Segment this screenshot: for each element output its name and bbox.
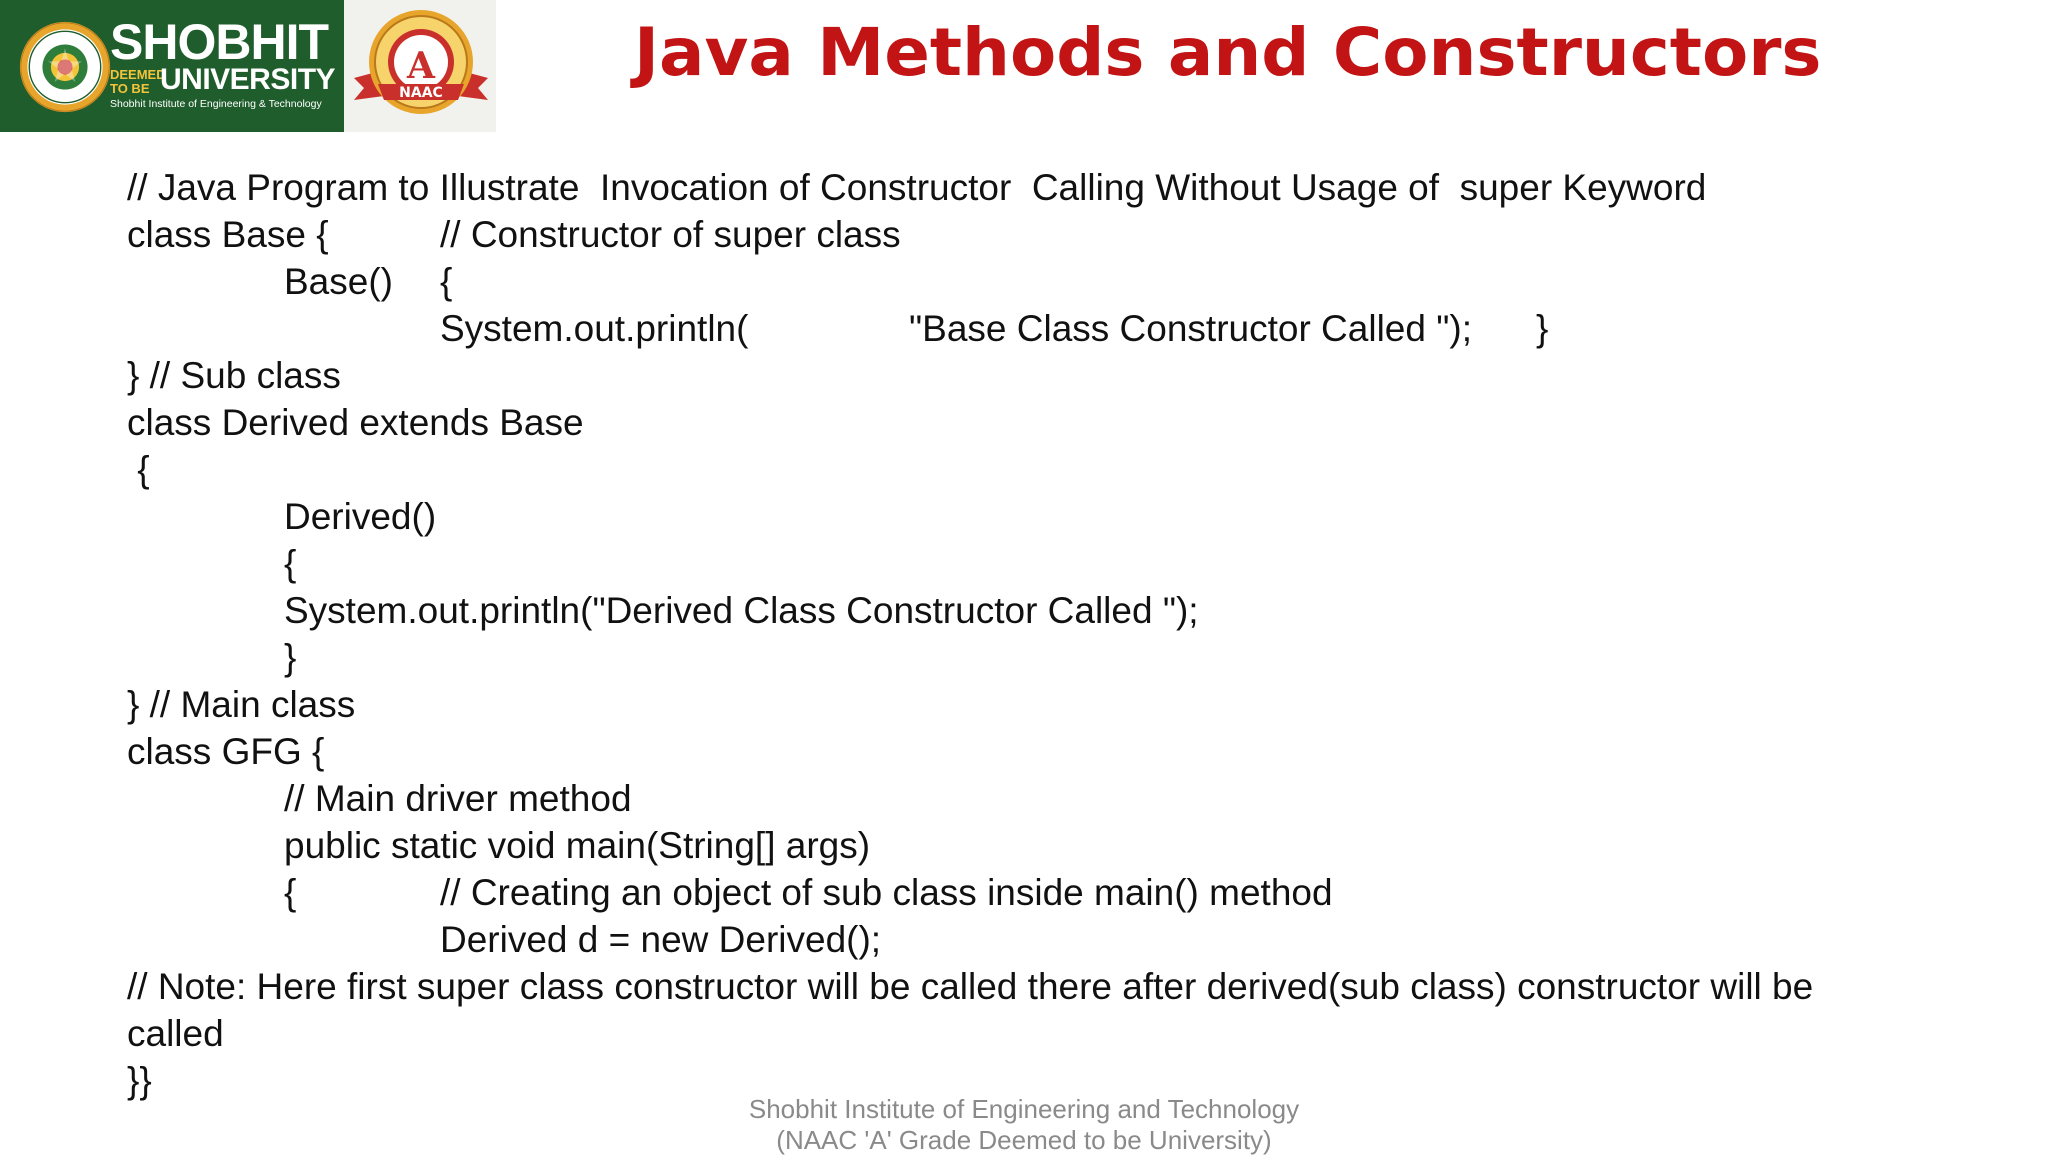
brand-university: UNIVERSITY — [160, 63, 336, 96]
code-line-20: }} — [127, 1060, 152, 1101]
code-line-14: // Main driver method — [284, 778, 632, 819]
footer-institute: Shobhit Institute of Engineering and Technology — [748, 1094, 1300, 1124]
code-line-16-b: // Creating an object of sub class inside main() method — [440, 872, 1333, 913]
code-line-9: { — [284, 543, 297, 584]
code-line-13: class GFG { — [127, 731, 325, 772]
naac-label: NAAC — [399, 85, 443, 101]
code-line-4-b: "Base Class Constructor Called "); — [909, 308, 1472, 349]
code-line-8: Derived() — [284, 496, 437, 537]
code-line-1: // Java Program to Illustrate Invocation of Constructor Calling Without Usage of super Keyword — [127, 167, 1707, 208]
university-seal-icon — [18, 20, 112, 114]
brand-name: SHOBHIT — [110, 14, 328, 70]
code-line-4-a: System.out.println( — [440, 308, 749, 349]
code-line-2-b: // Constructor of super class — [440, 214, 901, 255]
code-line-19: called — [127, 1013, 224, 1054]
code-line-7: { — [127, 449, 150, 490]
slide-title: Java Methods and Constructors — [634, 14, 1822, 91]
brand-deemed-label: DEEMED TO BE — [110, 67, 166, 96]
code-line-16-a: { — [284, 872, 297, 913]
naac-grade: A — [407, 45, 435, 87]
code-line-15: public static void main(String[] args) — [284, 825, 871, 866]
slide-footer — [700, 1094, 1348, 1156]
code-line-12: } // Main class — [127, 684, 356, 725]
code-line-10: System.out.println("Derived Class Constructor Called "); — [284, 590, 1199, 631]
code-line-17: Derived d = new Derived(); — [440, 919, 882, 960]
code-line-2-a: class Base { — [127, 214, 329, 255]
footer-accreditation: (NAAC 'A' Grade Deemed to be University) — [776, 1125, 1272, 1155]
code-line-18: // Note: Here first super class constructor will be called there after derived(sub class) constructor will be — [127, 966, 1814, 1007]
university-logo — [0, 0, 496, 132]
brand-subtitle: Shobhit Institute of Engineering & Technology — [110, 98, 322, 110]
code-line-5: } // Sub class — [127, 355, 341, 396]
naac-badge-text — [348, 4, 494, 128]
code-line-3-a: Base() — [284, 261, 393, 302]
code-line-11: } — [284, 637, 297, 678]
code-line-3-b: { — [440, 261, 453, 302]
code-line-6: class Derived extends Base — [127, 402, 584, 443]
code-line-4-c: } — [1536, 308, 1549, 349]
